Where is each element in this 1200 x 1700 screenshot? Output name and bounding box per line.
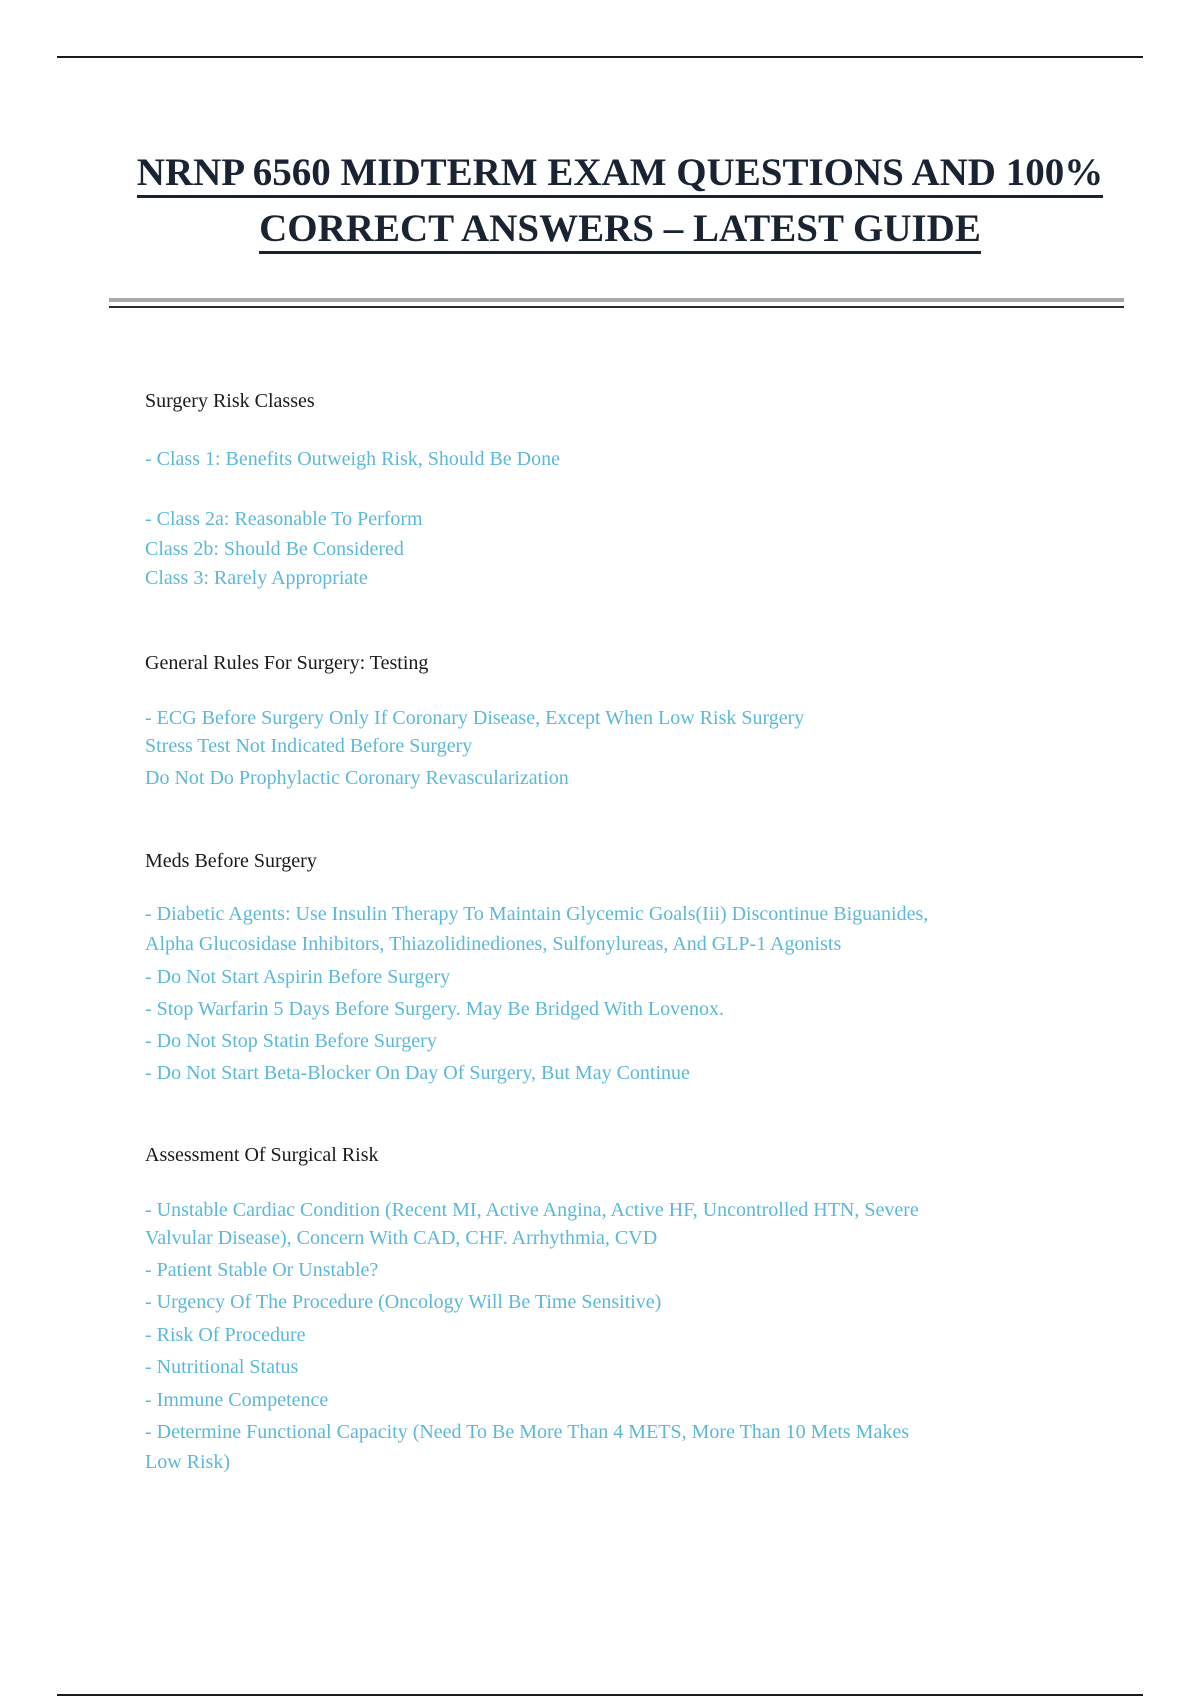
answer-line: - Do Not Start Aspirin Before Surgery	[145, 966, 451, 988]
answer-line: Valvular Disease), Concern With CAD, CHF. Arrhythmia, CVD	[145, 1227, 658, 1249]
section-general-rules-testing	[145, 648, 1045, 789]
answer-line: Do Not Do Prophylactic Coronary Revascularization	[145, 767, 569, 789]
answer-line: - Determine Functional Capacity (Need To Be More Than 4 METS, More Than 10 Mets Makes	[145, 1421, 909, 1443]
answer-line: Class 2b: Should Be Considered	[145, 538, 404, 560]
section-heading: General Rules For Surgery: Testing	[145, 652, 429, 674]
answer-line: - Do Not Start Beta-Blocker On Day Of Surgery, But May Continue	[145, 1062, 690, 1084]
document-title	[90, 148, 1150, 260]
answer-line: - Class 2a: Reasonable To Perform	[145, 508, 423, 530]
title-line-2: CORRECT ANSWERS – LATEST GUIDE	[259, 207, 981, 254]
answer-line: - Stop Warfarin 5 Days Before Surgery. May Be Bridged With Lovenox.	[145, 998, 724, 1020]
answer-line: - Nutritional Status	[145, 1356, 299, 1378]
section-heading: Surgery Risk Classes	[145, 390, 315, 412]
separator-thin-line	[109, 306, 1124, 308]
section-meds-before-surgery	[145, 846, 1045, 1084]
answer-line: - Urgency Of The Procedure (Oncology Will Be Time Sensitive)	[145, 1291, 662, 1313]
section-heading: Assessment Of Surgical Risk	[145, 1144, 379, 1166]
title-separator	[109, 298, 1124, 308]
answer-line: - Do Not Stop Statin Before Surgery	[145, 1030, 437, 1052]
section-surgery-risk-classes	[145, 386, 1045, 589]
answer-line: Class 3: Rarely Appropriate	[145, 567, 368, 589]
answer-line: Stress Test Not Indicated Before Surgery	[145, 735, 473, 757]
section-assessment-surgical-risk	[145, 1140, 1045, 1473]
separator-thick-line	[109, 298, 1124, 302]
answer-line: Alpha Glucosidase Inhibitors, Thiazolidinediones, Sulfonylureas, And GLP-1 Agonists	[145, 933, 842, 955]
section-heading: Meds Before Surgery	[145, 850, 317, 872]
answer-line: - ECG Before Surgery Only If Coronary Disease, Except When Low Risk Surgery	[145, 707, 805, 729]
answer-line: - Immune Competence	[145, 1389, 329, 1411]
page-top-rule	[57, 56, 1143, 58]
title-line-1: NRNP 6560 MIDTERM EXAM QUESTIONS AND 100%	[137, 151, 1103, 198]
answer-line: - Patient Stable Or Unstable?	[145, 1259, 379, 1281]
answer-line: - Risk Of Procedure	[145, 1324, 306, 1346]
answer-line: - Diabetic Agents: Use Insulin Therapy To Maintain Glycemic Goals(Iii) Discontinue Biguanides,	[145, 903, 929, 925]
page-bottom-rule	[57, 1694, 1143, 1696]
answer-line: - Unstable Cardiac Condition (Recent MI, Active Angina, Active HF, Uncontrolled HTN, Severe	[145, 1199, 919, 1221]
answer-line: Low Risk)	[145, 1451, 230, 1473]
answer-line: - Class 1: Benefits Outweigh Risk, Should Be Done	[145, 448, 560, 470]
